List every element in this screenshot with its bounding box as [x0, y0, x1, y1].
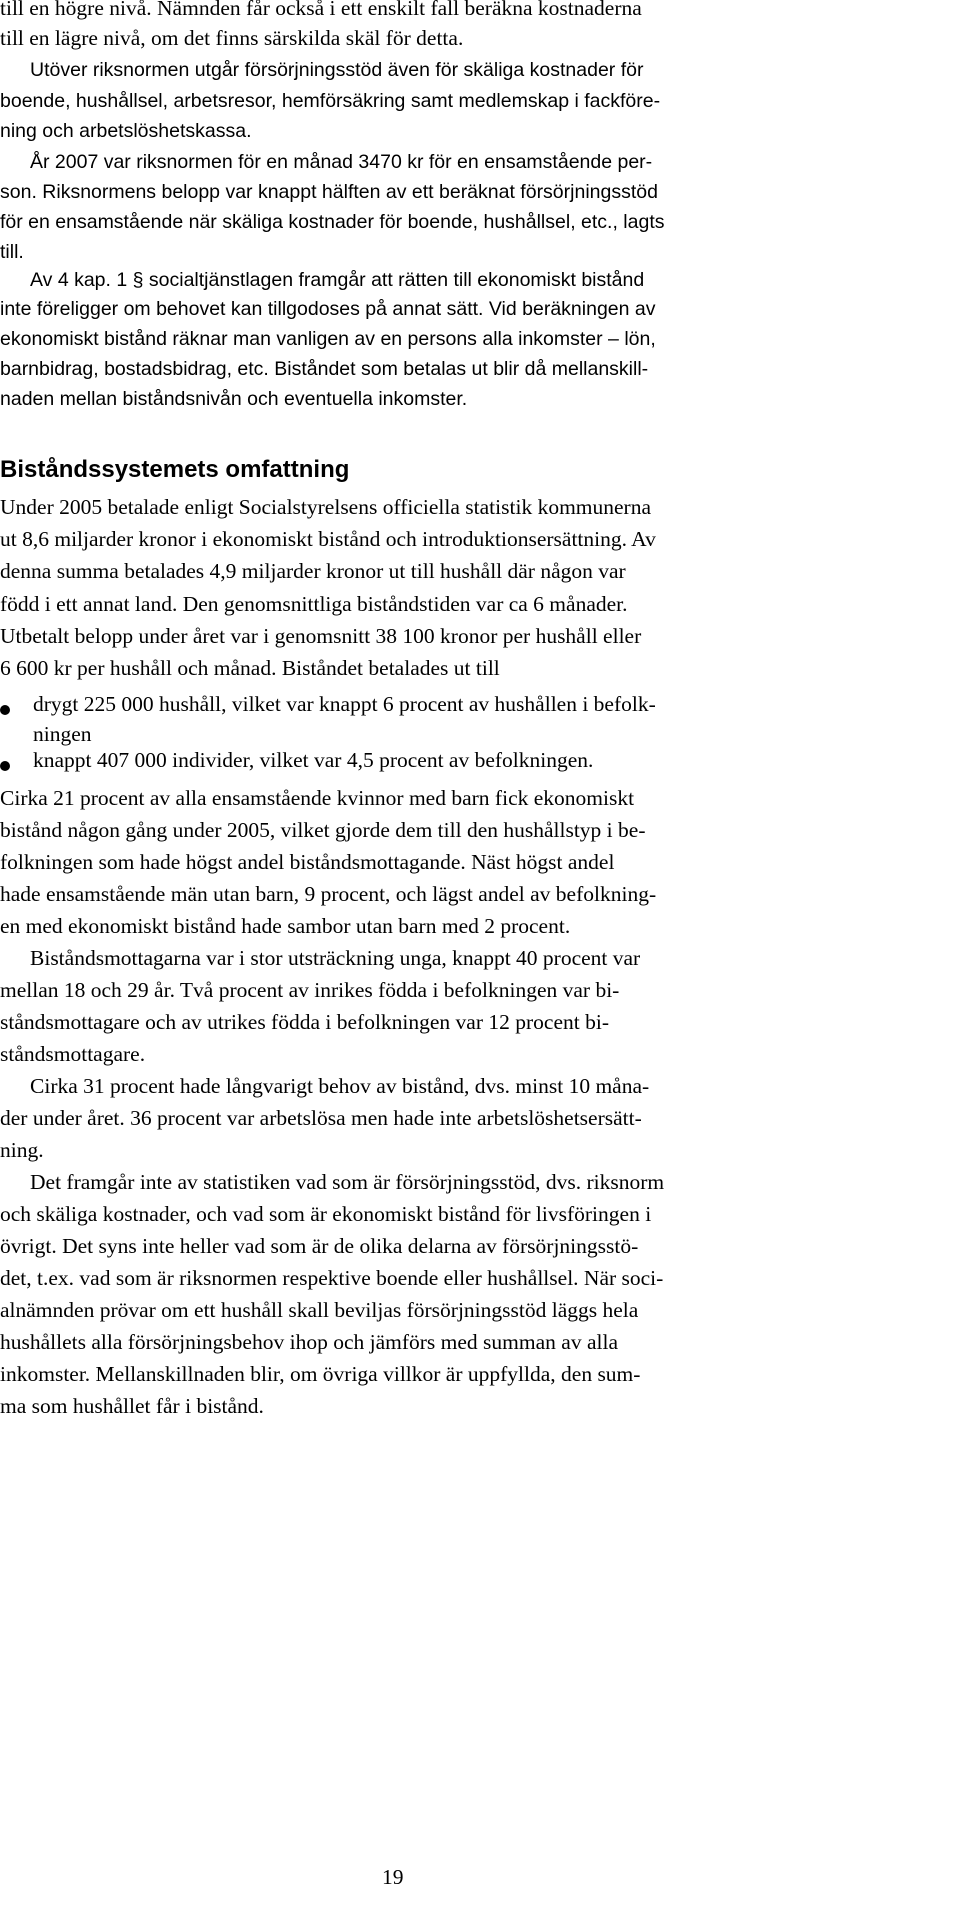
text-line: hade ensamstående män utan barn, 9 procent, och lägst andel av befolkning-: [0, 882, 657, 906]
section-heading: Biståndssystemets omfattning: [0, 456, 350, 483]
text-line: barnbidrag, bostadsbidrag, etc. Biståndet som betalas ut blir då mellanskill-: [0, 358, 649, 380]
text-line: inte föreligger om behovet kan tillgodoses på annat sätt. Vid beräkningen av: [0, 298, 656, 320]
text-line: boende, hushållsel, arbetsresor, hemförsäkring samt medlemskap i fackföre-: [0, 90, 661, 112]
text-line: Av 4 kap. 1 § socialtjänstlagen framgår att rätten till ekonomiskt bistånd: [30, 269, 645, 291]
text-line: denna summa betalades 4,9 miljarder kronor ut till hushåll där någon var: [0, 559, 626, 583]
text-line: ståndsmottagare.: [0, 1042, 146, 1066]
text-line: ståndsmottagare och av utrikes födda i befolkningen var 12 procent bi-: [0, 1010, 609, 1034]
text-line: alnämnden prövar om ett hushåll skall beviljas försörjningsstöd läggs hela: [0, 1298, 639, 1322]
text-line: och skäliga kostnader, och vad som är ekonomiskt bistånd för livsföringen i: [0, 1202, 652, 1226]
text-line: son. Riksnormens belopp var knappt hälften av ett beräknat försörjningsstöd: [0, 181, 658, 203]
page-number: 19: [382, 1865, 404, 1889]
text-line: Biståndsmottagarna var i stor utsträckning unga, knappt 40 procent var: [30, 946, 641, 970]
text-line: bistånd någon gång under 2005, vilket gjorde dem till den hushållstyp i be-: [0, 818, 646, 842]
text-line: Under 2005 betalade enligt Socialstyrelsens officiella statistik kommunerna: [0, 495, 652, 519]
text-line: till en lägre nivå, om det finns särskilda skäl för detta.: [0, 26, 464, 50]
text-line: naden mellan biståndsnivån och eventuella inkomster.: [0, 388, 468, 410]
text-line: År 2007 var riksnormen för en månad 3470 kr för en ensamstående per-: [30, 151, 653, 173]
text-line: Cirka 31 procent hade långvarigt behov av bistånd, dvs. minst 10 måna-: [30, 1074, 650, 1098]
bullet-icon: [0, 761, 10, 771]
text-line: övrigt. Det syns inte heller vad som är de olika delarna av försörjningsstö-: [0, 1234, 639, 1258]
text-line: född i ett annat land. Den genomsnittliga biståndstiden var ca 6 månader.: [0, 592, 628, 616]
bullet-icon: [0, 705, 10, 715]
text-line: hushållets alla försörjningsbehov ihop och jämförs med summan av alla: [0, 1330, 618, 1354]
list-item: drygt 225 000 hushåll, vilket var knappt 6 procent av hushållen i befolk-: [33, 692, 656, 716]
text-line: folkningen som hade högst andel biståndsmottagande. Näst högst andel: [0, 850, 615, 874]
text-line: till.: [0, 241, 24, 263]
text-line: ning.: [0, 1138, 44, 1162]
text-line: Utbetalt belopp under året var i genomsnitt 38 100 kronor per hushåll eller: [0, 624, 642, 648]
text-line: 6 600 kr per hushåll och månad. Biståndet betalades ut till: [0, 656, 500, 680]
text-line: ekonomiskt bistånd räknar man vanligen av en persons alla inkomster – lön,: [0, 328, 656, 350]
text-line: inkomster. Mellanskillnaden blir, om övriga villkor är uppfyllda, den sum-: [0, 1362, 641, 1386]
list-item: knappt 407 000 individer, vilket var 4,5 procent av befolkningen.: [33, 748, 594, 772]
text-line: Det framgår inte av statistiken vad som är försörjningsstöd, dvs. riksnorm: [30, 1170, 665, 1194]
text-line: ning och arbetslöshetskassa.: [0, 120, 252, 142]
text-line: Cirka 21 procent av alla ensamstående kvinnor med barn fick ekonomiskt: [0, 786, 635, 810]
text-line: mellan 18 och 29 år. Två procent av inrikes födda i befolkningen var bi-: [0, 978, 620, 1002]
text-line: ut 8,6 miljarder kronor i ekonomiskt bistånd och introduktionsersättning. Av: [0, 527, 656, 551]
text-line: till en högre nivå. Nämnden får också i ett enskilt fall beräkna kostnaderna: [0, 0, 642, 20]
text-line: Utöver riksnormen utgår försörjningsstöd även för skäliga kostnader för: [30, 59, 644, 81]
text-line: för en ensamstående när skäliga kostnader för boende, hushållsel, etc., lagts: [0, 211, 665, 233]
text-line: ma som hushållet får i bistånd.: [0, 1394, 264, 1418]
text-line: det, t.ex. vad som är riksnormen respektive boende eller hushållsel. När soci-: [0, 1266, 664, 1290]
text-line: en med ekonomiskt bistånd hade sambor utan barn med 2 procent.: [0, 914, 571, 938]
text-line: der under året. 36 procent var arbetslösa men hade inte arbetslöshetsersätt-: [0, 1106, 642, 1130]
list-item: ningen: [33, 722, 92, 746]
